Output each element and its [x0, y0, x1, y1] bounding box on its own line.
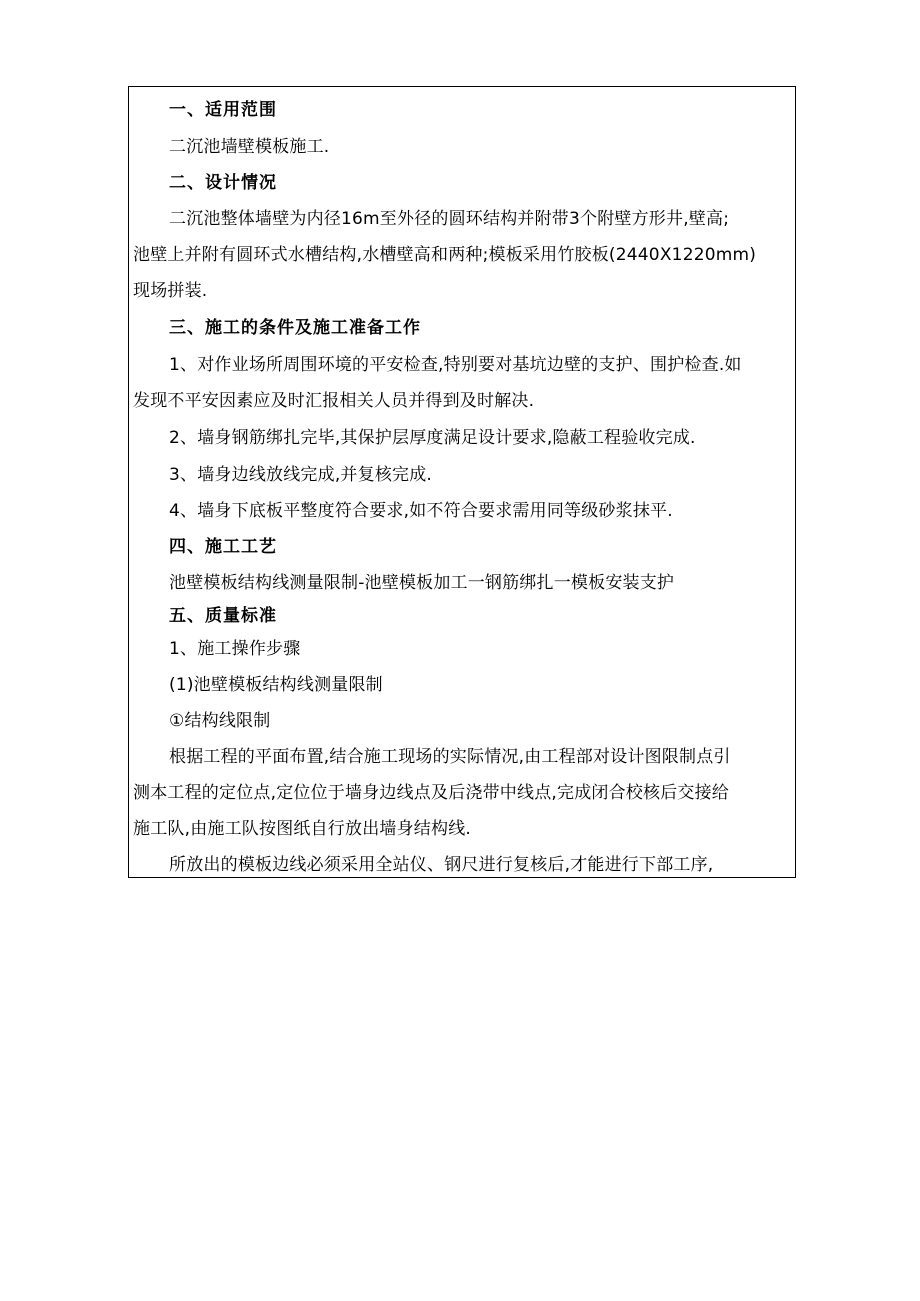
quality-subheading-structure-line: ①结构线限制	[169, 711, 271, 731]
section-heading-design: 二、设计情况	[169, 173, 277, 193]
quality-paragraph-2-line-1: 所放出的模板边线必须采用全站仪、钢尺进行复核后,才能进行下部工序,	[169, 855, 714, 875]
conditions-item-2: 2、墙身钢筋绑扎完毕,其保护层厚度满足设计要求,隐蔽工程验收完成.	[169, 428, 696, 448]
section-heading-process: 四、施工工艺	[169, 537, 277, 557]
quality-paragraph-line-3: 施工队,由施工队按图纸自行放出墙身结构线.	[133, 819, 472, 839]
design-paragraph-line-2: 池壁上并附有圆环式水槽结构,水槽壁高和两种;模板采用竹胶板(2440X1220mm)	[133, 245, 757, 265]
scope-text: 二沉池墙壁模板施工.	[169, 137, 330, 157]
conditions-item-1-line-1: 1、对作业场所周围环境的平安检查,特别要对基坑边壁的支护、围护检查.如	[169, 355, 742, 375]
section-heading-quality: 五、质量标准	[169, 606, 277, 626]
process-text: 池壁模板结构线测量限制-池壁模板加工一钢筋绑扎一模板安装支护	[169, 573, 675, 593]
conditions-item-4: 4、墙身下底板平整度符合要求,如不符合要求需用同等级砂浆抹平.	[169, 501, 673, 521]
conditions-item-1-line-2: 发现不平安因素应及时汇报相关人员并得到及时解决.	[133, 391, 535, 411]
design-paragraph-line-1: 二沉池整体墙壁为内径16m至外径的圆环结构并附带3个附壁方形井,壁高;	[169, 209, 730, 229]
quality-subheading-steps: 1、施工操作步骤	[169, 639, 301, 659]
quality-paragraph-line-2: 测本工程的定位点,定位位于墙身边线点及后浇带中线点,完成闭合校核后交接给	[133, 783, 730, 803]
document-frame	[128, 86, 796, 878]
design-paragraph-line-3: 现场拼装.	[133, 281, 208, 301]
quality-paragraph-line-1: 根据工程的平面布置,结合施工现场的实际情况,由工程部对设计图限制点引	[169, 747, 731, 767]
conditions-item-3: 3、墙身边线放线完成,并复核完成.	[169, 465, 433, 485]
section-heading-scope: 一、适用范围	[169, 100, 277, 120]
section-heading-conditions: 三、施工的条件及施工准备工作	[169, 318, 421, 338]
quality-subheading-measure: (1)池壁模板结构线测量限制	[169, 675, 383, 695]
